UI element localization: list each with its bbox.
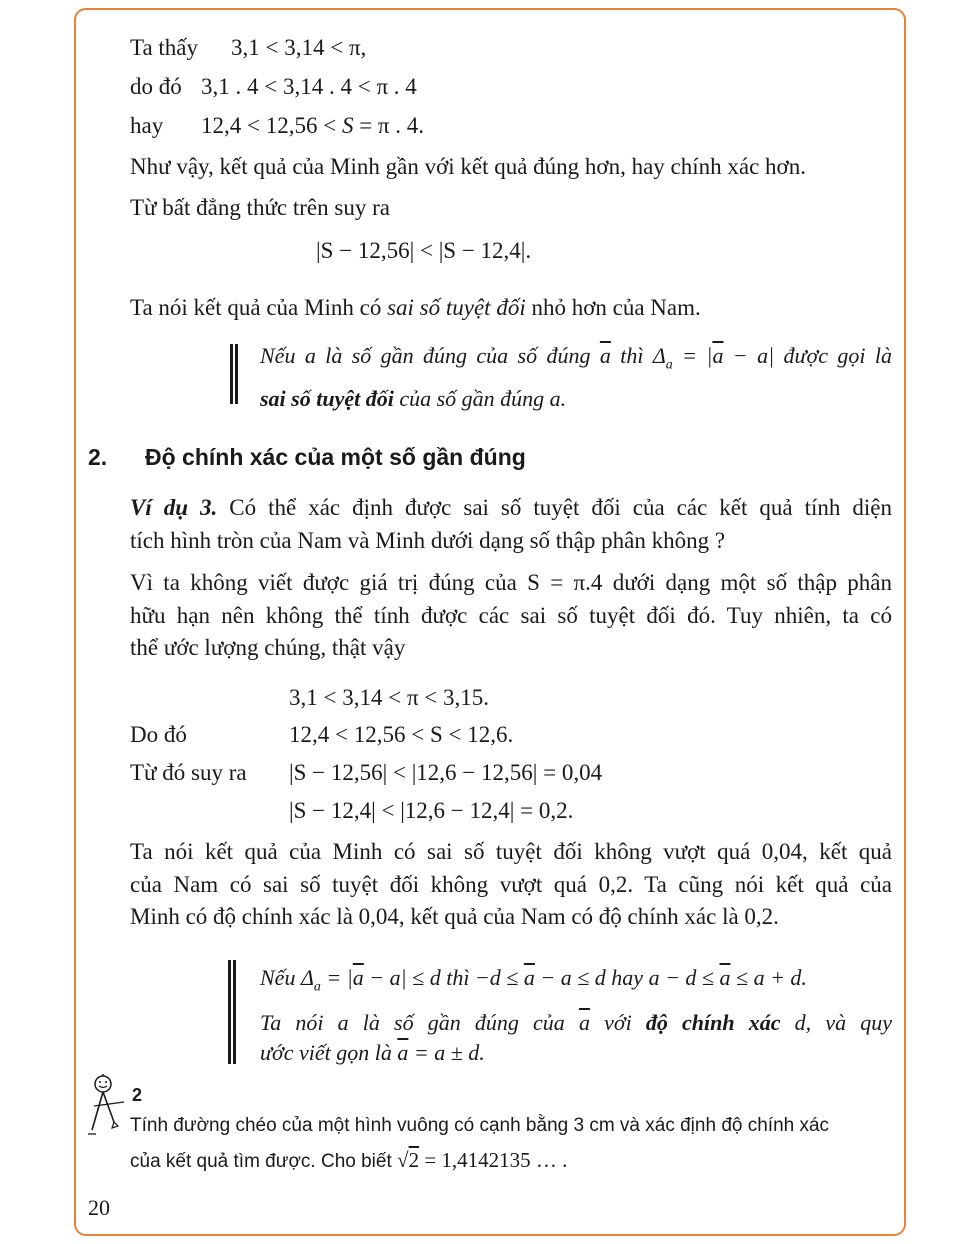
precision-paragraph: Ta nói kết quả của Minh có sai số tuyệt đối không vượt quá 0,04, kết quả của Nam có sai số tuyệt đối không vượt quá 0,2. Ta cũng nói kết quả của Minh có độ chính xác là 0,04, kết quả của Nam có độ chính xác là 0,2. [130,839,892,929]
inequality-formula: |S − 12,56| < |S − 12,4|. [316,238,532,263]
activity-text-line-2: của kết quả tìm được. Cho biết √2 = 1,4142135 … . [130,1148,568,1172]
section-title: Độ chính xác của một số gần đúng [145,444,526,470]
definition-bar-right [235,344,238,404]
conclusion-text: Như vậy, kết quả của Minh gần với kết quả đúng hơn, hay chính xác hơn. [130,154,806,179]
inference-text: Từ bất đẳng thức trên suy ra [130,195,390,220]
text-line-do-do: do đó [130,74,182,99]
text-line-ta-thay: Ta thấy [130,35,199,60]
estimate-line-2: 12,4 < 12,56 < S < 12,6. [289,722,514,747]
text-line-hay: hay [130,113,164,138]
absolute-error-sentence: Ta nói kết quả của Minh có sai số tuyệt đối nhỏ hơn của Nam. [130,295,701,320]
math-line-1: 3,1 < 3,14 < π, [231,35,367,60]
explanation-paragraph: Vì ta không viết được giá trị đúng của S = π.4 dưới dạng một số thập phân hữu hạn nên không thể tính được các sai số tuyệt đối đó. Tuy nhiên, ta có thể ước lượng chúng, thật vậy [130,570,892,660]
definition-bar-left [230,344,233,404]
example-3-paragraph: Ví dụ 3. Có thể xác định được sai số tuyệt đối của các kết quả tính diện tích hình tròn của Nam và Minh dưới dạng số thập phân không ? [130,495,892,553]
definition-precision: Nếu $\Delta_a = |\overline{a} - a| \le d$ thì $-d \le \overline{a} - a \le d$ hay $a - d \le \overline{a} \le a + d$. Ta nói a là số gần đúng của $\overline{a}$ với độ chính xác d, và quy ước viết gọn là $\overline{a} = a \pm d$. [260,965,893,1066]
section-number: 2. [88,444,108,470]
activity-text-line-1: Tính đường chéo của một hình vuông có cạnh bằng 3 cm và xác định độ chính xác [130,1115,830,1136]
definition2-bar-right [233,960,236,1064]
estimate-line-4: |S − 12,4| < |12,6 − 12,4| = 0,2. [289,798,574,823]
estimate-label-suy-ra: Từ đó suy ra [130,760,247,785]
page-number: 20 [88,1195,110,1220]
activity-number: 2 [132,1085,143,1105]
definition-absolute-error: Nếu a là số gần đúng của số đúng $\overline{a}$ thì $\Delta_a = |\overline{a} - a|$ được gọi là sai số tuyệt đối của số gần đúng a. [260,343,893,412]
compass-figure-icon [84,1072,130,1138]
estimate-line-1: 3,1 < 3,14 < π < 3,15. [289,685,490,710]
math-line-2: 3,1 . 4 < 3,14 . 4 < π . 4 [201,74,417,99]
estimate-line-3: |S − 12,56| < |12,6 − 12,56| = 0,04 [289,760,603,785]
math-line-3: 12,4 < 12,56 < S = π . 4. [201,113,425,138]
definition2-bar-left [228,960,231,1064]
estimate-label-do-do: Do đó [130,722,187,747]
